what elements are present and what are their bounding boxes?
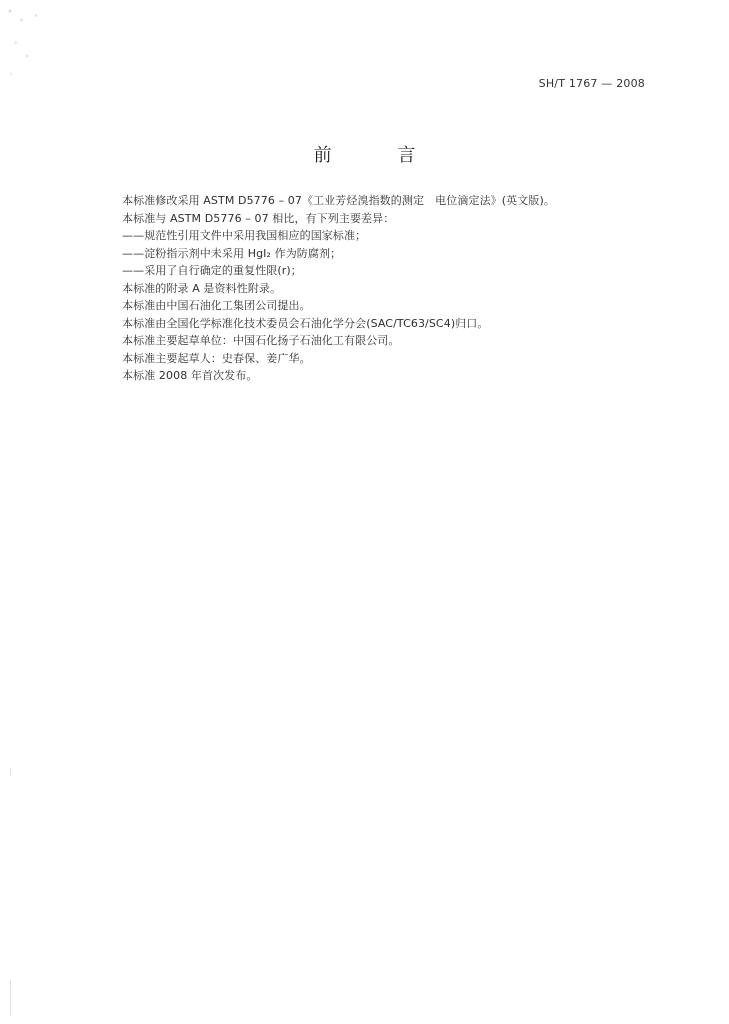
page-title: 前 言 (313, 145, 446, 166)
preface-line: ——采用了自行确定的重复性限(r)； (122, 264, 302, 277)
preface-line: ——规范性引用文件中采用我国相应的国家标准； (122, 229, 367, 242)
preface-line: 本标准主要起草单位：中国石化扬子石油化工有限公司。 (122, 334, 400, 347)
preface-body (122, 192, 642, 385)
preface-line: 本标准的附录 A 是资料性附录。 (122, 281, 282, 295)
preface-line: 本标准主要起草人：史春保、姜广华。 (122, 351, 311, 365)
preface-line: 本标准由中国石油化工集团公司提出。 (122, 299, 311, 312)
preface-line: 本标准修改采用 ASTM D5776 – 07《工业芳烃溴指数的测定 电位滴定法》(英文版)。 (122, 194, 555, 207)
scan-edge-mark (10, 980, 11, 1016)
scan-edge-mark (10, 768, 11, 776)
preface-line: 本标准由全国化学标准化技术委员会石油化学分会(SAC/TC63/SC4)归口。 (122, 316, 489, 330)
preface-line: 本标准与 ASTM D5776 – 07 相比，有下列主要差异： (122, 211, 395, 225)
standard-number: SH/T 1767 — 2008 (538, 77, 645, 90)
preface-line: ——淀粉指示剂中未采用 HgI₂ 作为防腐剂； (122, 246, 342, 260)
preface-line: 本标准 2008 年首次发布。 (122, 369, 258, 382)
scan-noise (4, 2, 62, 92)
